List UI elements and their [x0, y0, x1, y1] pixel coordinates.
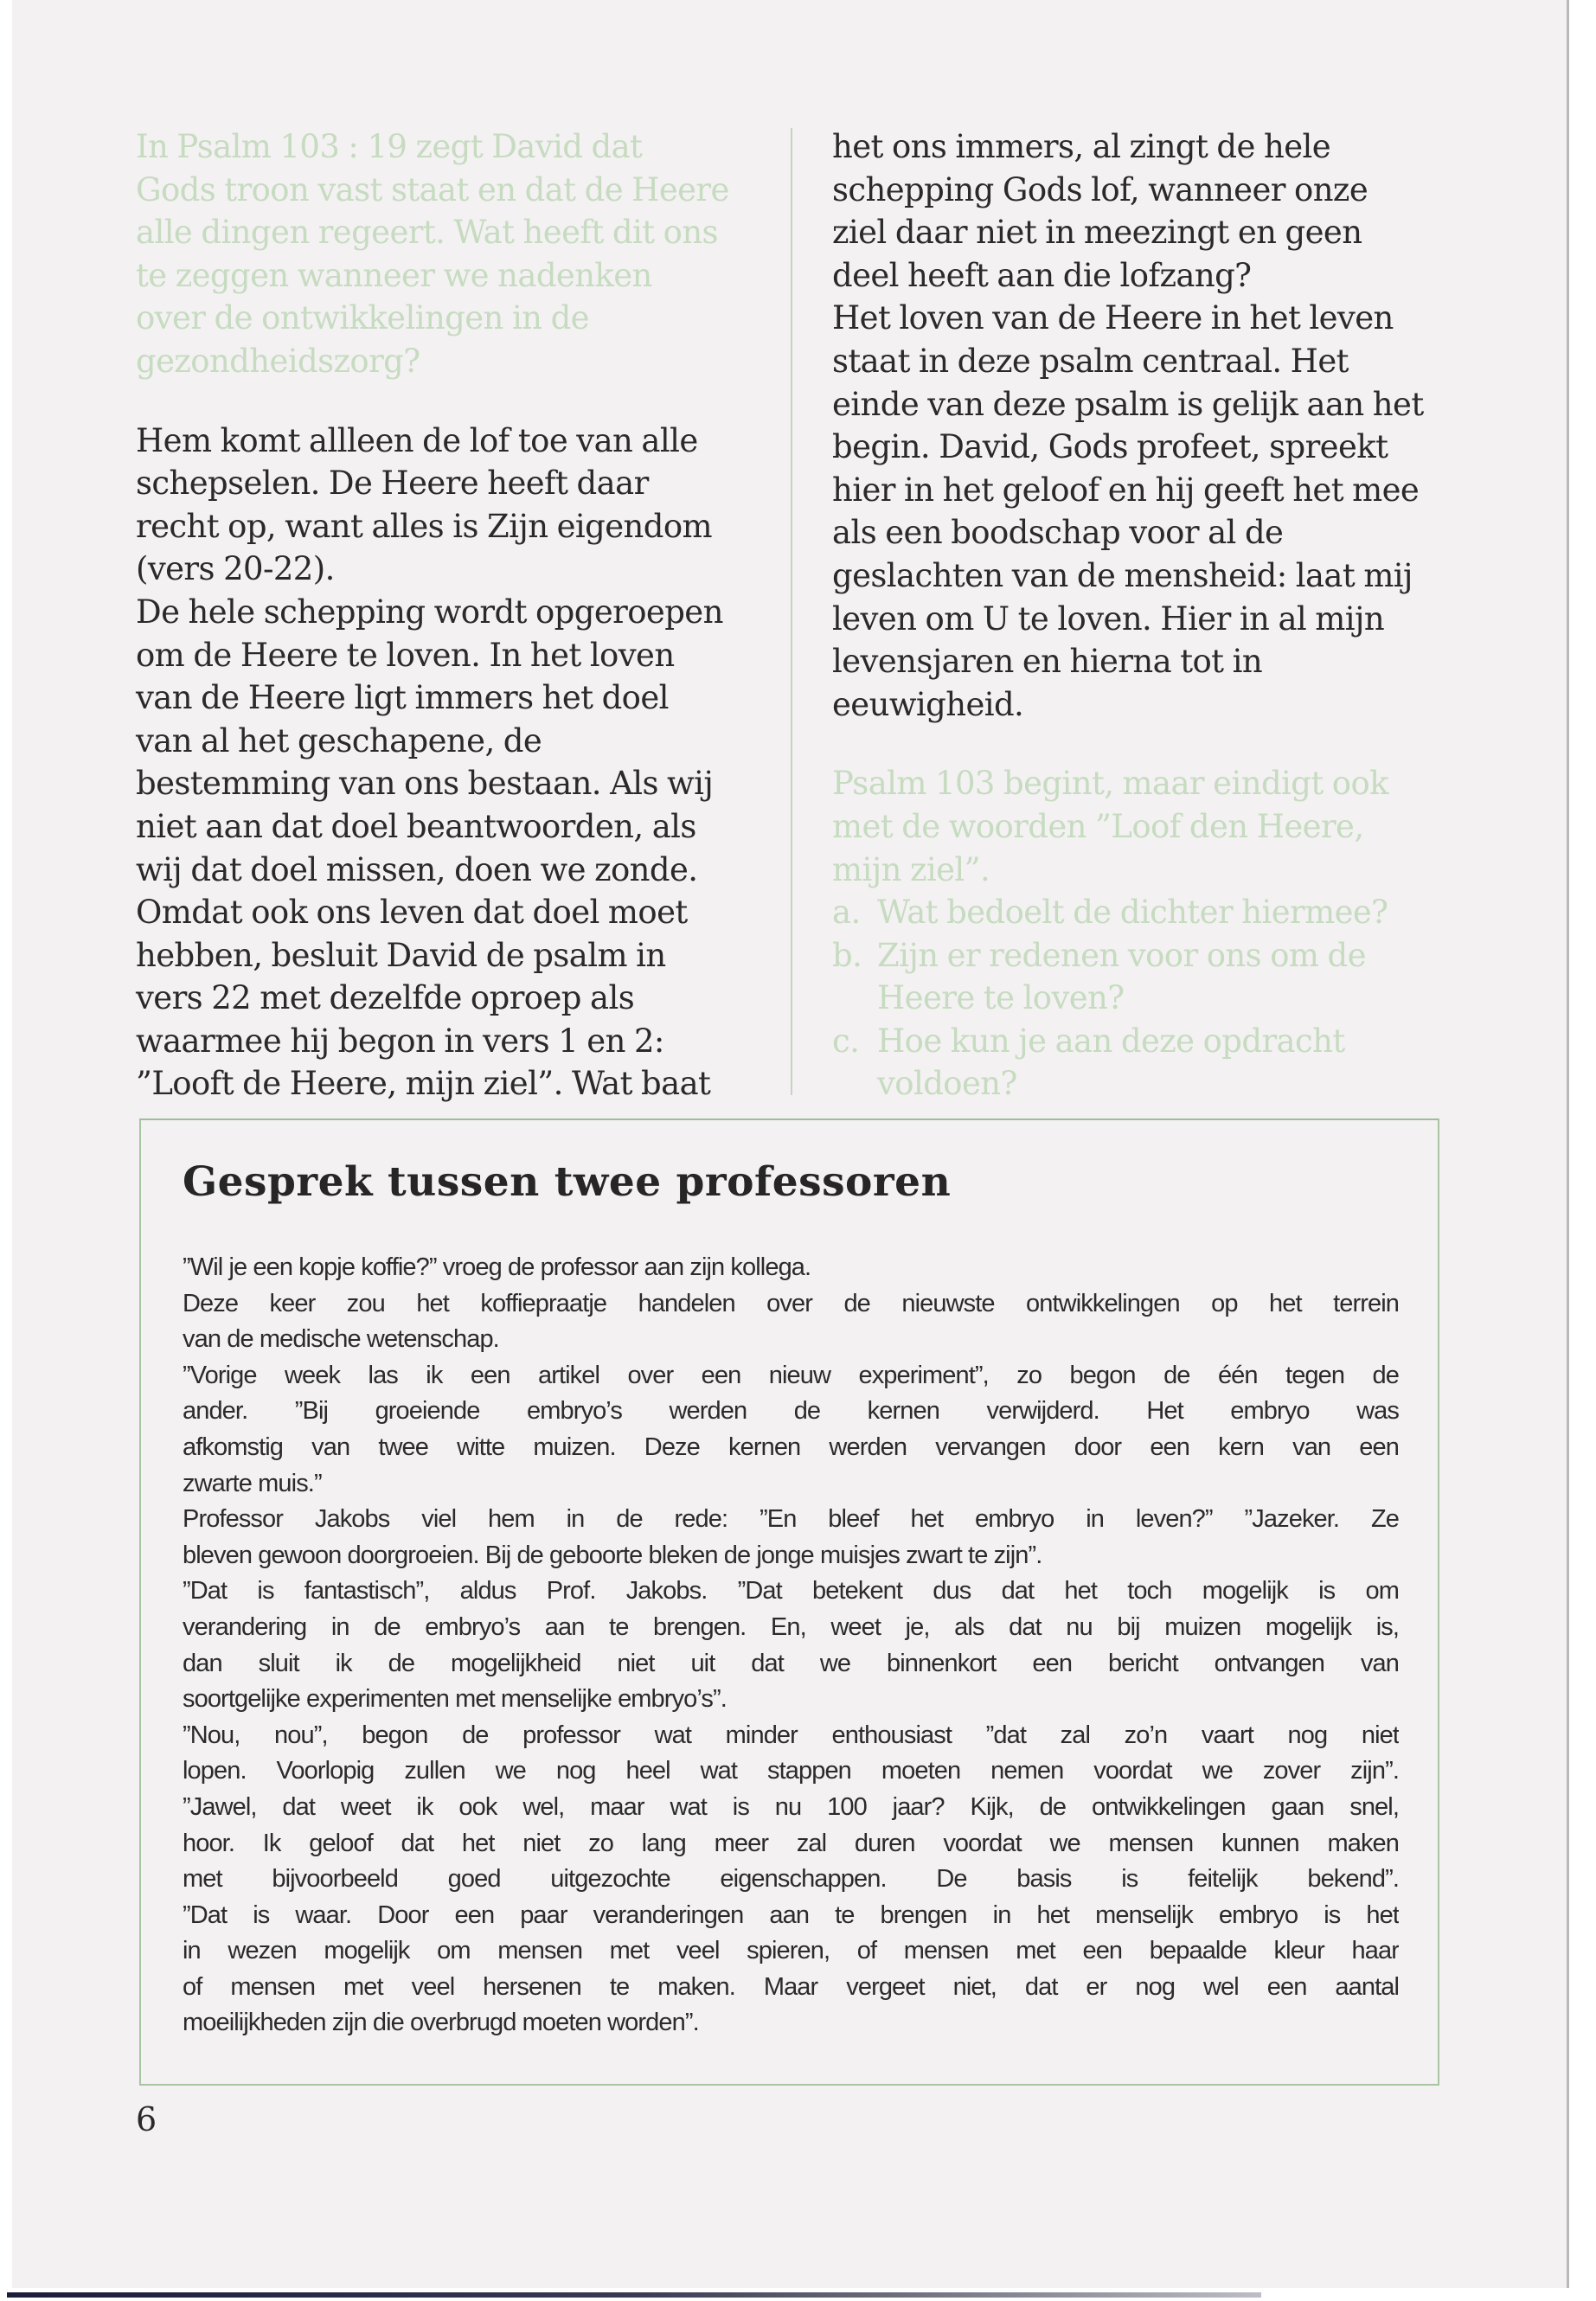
body-line: ziel daar niet in meezingt en geen — [832, 214, 1362, 252]
dialogue-line: zwarte muis.” — [183, 1469, 322, 1497]
question-label: b. — [832, 936, 862, 974]
right-column — [832, 125, 1455, 1106]
scan-edge-strip — [7, 2292, 1261, 2298]
question-item — [832, 1020, 1455, 1063]
question-item — [832, 891, 1455, 934]
body-line: eeuwigheid. — [832, 685, 1024, 723]
dialogue-line: ”Vorige week las ik een artikel over een nieuw experiment”, zo begon de één tegen de — [183, 1361, 1399, 1389]
body-line: geslachten van de mensheid: laat mij — [832, 556, 1413, 594]
dialogue-line: ”Nou, nou”, begon de professor wat minder enthousiast ”dat zal zo’n vaart nog niet — [183, 1721, 1399, 1749]
question-label: a. — [832, 894, 861, 932]
question-label: c. — [832, 1022, 860, 1060]
question-intro-line: Psalm 103 begint, maar eindigt ook — [832, 765, 1388, 803]
question-item — [832, 1062, 1455, 1106]
body-line: van al het geschapene, de — [136, 721, 542, 760]
body-line: waarmee hij begon in vers 1 en 2: — [136, 1022, 664, 1060]
dialogue-line: verandering in de embryo’s aan te brengen. En, weet je, als dat nu bij muizen mogelijk is, — [183, 1612, 1399, 1641]
question-line: te zeggen wanneer we nadenken — [136, 256, 652, 294]
dialogue-line: of mensen met veel hersenen te maken. Maar vergeet niet, dat er nog wel een aantal — [183, 1972, 1399, 2001]
document-page — [12, 0, 1569, 2288]
body-line: het ons immers, al zingt de hele — [832, 128, 1331, 165]
question-intro-line: mijn ziel”. — [832, 850, 990, 888]
question-line: In Psalm 103 : 19 zegt David dat — [136, 128, 643, 165]
dialogue-line: hoor. Ik geloof dat het niet zo lang meer zal duren voordat we mensen kunnen maken — [183, 1829, 1399, 1857]
question-line: over de ontwikkelingen in de — [136, 299, 589, 337]
body-line: deel heeft aan die lofzang? — [832, 256, 1252, 294]
question-text: Hoe kun je aan deze opdracht — [877, 1022, 1345, 1060]
body-line: Omdat ook ons leven dat doel moet — [136, 894, 688, 932]
question-item — [832, 934, 1455, 977]
body-line: schepping Gods lof, wanneer onze — [832, 170, 1368, 208]
question-text: Zijn er redenen voor ons om de — [877, 936, 1366, 974]
body-line: ”Looft de Heere, mijn ziel”. Wat baat — [136, 1065, 711, 1103]
body-line: leven om U te loven. Hier in al mijn — [832, 599, 1385, 638]
body-line: hebben, besluit David de psalm in — [136, 936, 666, 974]
dialogue-line: ”Dat is waar. Door een paar veranderingen aan te brengen in het menselijk embryo is het — [183, 1900, 1399, 1929]
questions-list — [832, 891, 1455, 1106]
body-line: wij dat doel missen, doen we zonde. — [136, 850, 698, 888]
body-line: De hele schepping wordt opgeroepen — [136, 593, 723, 631]
dialogue-line: dan sluit ik de mogelijkheid niet uit dat we binnenkort een bericht ontvangen van — [183, 1649, 1399, 1677]
question-text: voldoen? — [877, 1065, 1017, 1103]
dialogue-line: bleven gewoon doorgroeien. Bij de geboorte bleken de jonge muisjes zwart te zijn”. — [183, 1541, 1042, 1569]
dialogue-line: ”Wil je een kopje koffie?” vroeg de professor aan zijn kollega. — [183, 1253, 811, 1281]
column-divider — [791, 128, 792, 1095]
questions-intro — [832, 762, 1455, 891]
body-line: vers 22 met dezelfde oproep als — [136, 979, 635, 1017]
question-item — [832, 977, 1455, 1020]
dialogue-line: soortgelijke experimenten met menselijke embryo’s”. — [183, 1685, 727, 1714]
question-line: Gods troon vast staat en dat de Heere — [136, 170, 729, 208]
dialogue-text — [183, 1250, 1399, 2041]
body-line: levensjaren en hierna tot in — [832, 643, 1263, 681]
body-line: niet aan dat doel beantwoorden, als — [136, 807, 696, 845]
question-line: alle dingen regeert. Wat heeft dit ons — [136, 214, 718, 252]
body-line: als een boodschap voor al de — [832, 514, 1284, 552]
question-text: Heere te loven? — [877, 979, 1125, 1017]
dialogue-line: met bijvoorbeeld goed uitgezochte eigenschappen. De basis is feitelijk bekend”. — [183, 1865, 1399, 1894]
body-line: (vers 20-22). — [136, 550, 335, 588]
left-body-text — [136, 420, 776, 1106]
question-text: Wat bedoelt de dichter hiermee? — [877, 894, 1388, 932]
body-line: van de Heere ligt immers het doel — [136, 679, 669, 717]
question-intro-line: met de woorden ”Loof den Heere, — [832, 807, 1364, 845]
body-line: om de Heere te loven. In het loven — [136, 636, 675, 674]
body-line: schepselen. De Heere heeft daar — [136, 465, 649, 503]
body-line: bestemming van ons bestaan. Als wij — [136, 765, 714, 803]
dialogue-line: Deze keer zou het koffiepraatje handelen over de nieuwste ontwikkelingen op het terrein — [183, 1289, 1399, 1317]
page-number: 6 — [136, 2100, 157, 2138]
body-line: recht op, want alles is Zijn eigendom — [136, 507, 712, 545]
discussion-questions-block — [832, 762, 1455, 1106]
body-line: Hem komt allleen de lof toe van alle — [136, 421, 698, 459]
dialogue-line: ”Jawel, dat weet ik ook wel, maar wat is nu 100 jaar? Kijk, de ontwikkelingen gaan snel, — [183, 1792, 1399, 1821]
left-column — [136, 125, 776, 1106]
dialogue-line: in wezen mogelijk om mensen met veel spieren, of mensen met een bepaalde kleur haar — [183, 1937, 1399, 1965]
box-heading: Gesprek tussen twee professoren — [183, 1158, 952, 1206]
dialogue-line: moeilijkheden zijn die overbrugd moeten worden”. — [183, 2009, 699, 2037]
body-line: staat in deze psalm centraal. Het — [832, 342, 1349, 380]
dialogue-line: lopen. Voorlopig zullen we nog heel wat stappen moeten nemen voordat we zover zijn”. — [183, 1757, 1399, 1785]
reflection-question-block — [136, 125, 776, 383]
dialogue-line: ”Dat is fantastisch”, aldus Prof. Jakobs. ”Dat betekent dus dat het toch mogelijk is om — [183, 1577, 1399, 1606]
question-line: gezondheidszorg? — [136, 342, 420, 380]
dialogue-line: afkomstig van twee witte muizen. Deze kernen werden vervangen door een kern van een — [183, 1433, 1399, 1461]
right-body-text — [832, 125, 1455, 726]
dialogue-line: Professor Jakobs viel hem in de rede: ”En bleef het embryo in leven?” ”Jazeker. Ze — [183, 1505, 1399, 1534]
body-line: einde van deze psalm is gelijk aan het — [832, 385, 1424, 423]
dialogue-line: ander. ”Bij groeiende embryo’s werden de kernen verwijderd. Het embryo was — [183, 1397, 1399, 1426]
dialogue-box — [139, 1118, 1439, 2086]
body-line: begin. David, Gods profeet, spreekt — [832, 428, 1388, 466]
dialogue-line: van de medische wetenschap. — [183, 1325, 499, 1354]
body-line: Het loven van de Heere in het leven — [832, 299, 1394, 337]
body-line: hier in het geloof en hij geeft het mee — [832, 471, 1420, 509]
